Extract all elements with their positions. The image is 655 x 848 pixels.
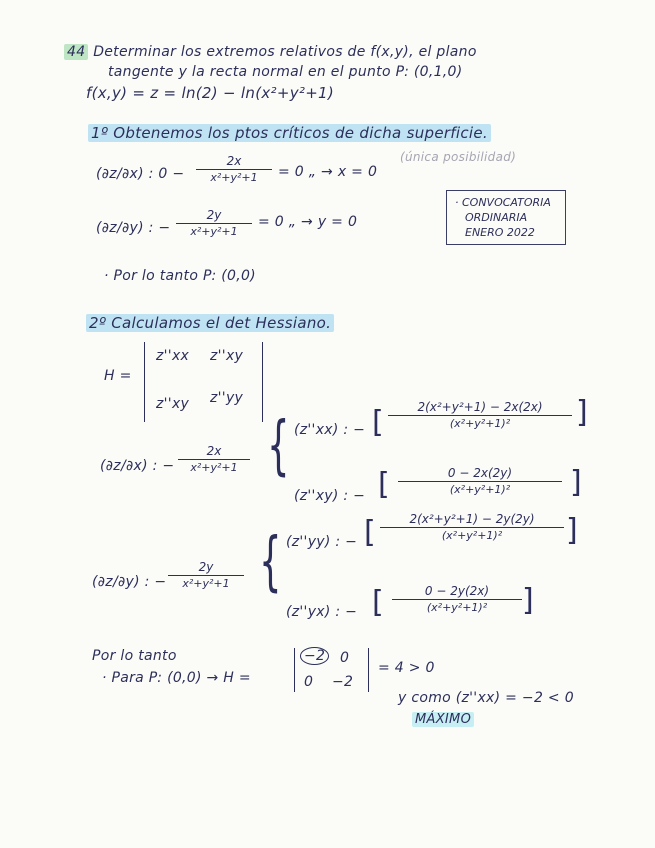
step1-dzdx-fraction: 2x x²+y²+1: [196, 154, 272, 184]
hessian-12: z''xy: [210, 348, 244, 364]
hessian-left-bar: [144, 342, 145, 422]
step1-dzdx-lhs: (∂z/∂x) : 0 −: [96, 166, 185, 182]
step1-heading: 1º Obtenemos los ptos críticos de dicha superficie.: [88, 124, 491, 142]
matrix-12: 0: [340, 650, 350, 666]
matrix-21: 0: [304, 674, 314, 690]
function-definition: f(x,y) = z = ln(2) − ln(x²+y²+1): [86, 84, 335, 102]
hessian-21: z''xy: [156, 396, 190, 412]
hessian-22: z''yy: [210, 390, 244, 406]
notebook-page: 44 Determinar los extremos relativos de f(x,y), el plano tangente y la recta normal en el punto P: (0,1,0) f(x,y) = z = ln(2) − ln(x²+y²+1) 1º Obtenemos los ptos críticos de dicha superficie. (∂z/∂x) : 0 − 2x x²+y²+1 = 0 „ → x = 0 (única posibilidad) (∂z/∂y) : − 2y x²+y²+1 = 0 „ → y = 0 · CONVOCATORIA ORDINARIA ENERO 2022 · Por lo tanto P: (0,0) 2º Calculamos el det Hessiano. H = z''xx z''xy z''xy z''yy (∂z/∂x) : − 2x x²+y²+1 { (z''xx) : − [ 2(x²+y²+1) − 2x(2x) (x²+y²+1)² ] (z''xy) : − [ 0 − 2x(2y) (x²+y²+1)² ] (∂z/∂y) : − 2y x²+y²+1 { (z''yy) : − [ 2(x²+y²+1) − 2y(2y) (x²+y²+1)² ] (z''yx) : − [ 0 − 2y(2x) (x²+y²+1)² ] Por lo tanto · Para P: (0,0) → H = −2 0 0 −2 = 4 > 0 y como (z''xx) = −2 < 0 MÁXIMO: [0, 0, 655, 848]
matrix-11: −2: [300, 648, 329, 664]
zxx-fraction: 2(x²+y²+1) − 2x(2x) (x²+y²+1)²: [388, 400, 572, 430]
step1-dzdy-fraction: 2y x²+y²+1: [176, 208, 252, 238]
matrix-22: −2: [332, 674, 354, 690]
zyy-fraction: 2(x²+y²+1) − 2y(2y) (x²+y²+1)²: [380, 512, 564, 542]
zxx-lhs: (z''xx) : −: [294, 422, 366, 438]
conclusion-line1: Por lo tanto: [92, 648, 177, 664]
zxy-lhs: (z''xy) : −: [294, 488, 366, 504]
zyy-lhs: (z''yy) : −: [286, 534, 358, 550]
step1-dzdx-rhs: = 0 „ → x = 0: [278, 164, 378, 180]
step2-dzdy-fraction: 2y x²+y²+1: [168, 560, 244, 590]
step1-dzdx-note: (única posibilidad): [400, 150, 517, 164]
step1-dzdy-lhs: (∂z/∂y) : −: [96, 220, 171, 236]
result-label: MÁXIMO: [412, 712, 474, 727]
step2-dzdy-lhs: (∂z/∂y) : −: [92, 574, 167, 590]
conclusion-lhs: · Para P: (0,0) → H =: [102, 670, 251, 686]
zxy-fraction: 0 − 2x(2y) (x²+y²+1)²: [398, 466, 562, 496]
problem-number: 44: [64, 44, 88, 60]
exam-info-box: · CONVOCATORIA ORDINARIA ENERO 2022: [446, 190, 566, 245]
hessian-label: H =: [104, 368, 132, 384]
hessian-right-bar: [262, 342, 263, 422]
step2-dzdx-lhs: (∂z/∂x) : −: [100, 458, 175, 474]
hessian-11: z''xx: [156, 348, 190, 364]
step1-dzdy-rhs: = 0 „ → y = 0: [258, 214, 358, 230]
zyx-lhs: (z''yx) : −: [286, 604, 358, 620]
conclusion-rhs: = 4 > 0: [378, 660, 435, 676]
step2-dzdx-fraction: 2x x²+y²+1: [178, 444, 250, 474]
problem-statement-line1: 44 Determinar los extremos relativos de f(x,y), el plano: [64, 44, 477, 60]
step1-conclusion: · Por lo tanto P: (0,0): [104, 268, 256, 284]
zyx-fraction: 0 − 2y(2x) (x²+y²+1)²: [392, 584, 522, 614]
step2-heading: 2º Calculamos el det Hessiano.: [86, 314, 334, 332]
conclusion-line3: y como (z''xx) = −2 < 0: [398, 690, 574, 706]
problem-statement-line2: tangente y la recta normal en el punto P: (0,1,0): [108, 64, 463, 80]
